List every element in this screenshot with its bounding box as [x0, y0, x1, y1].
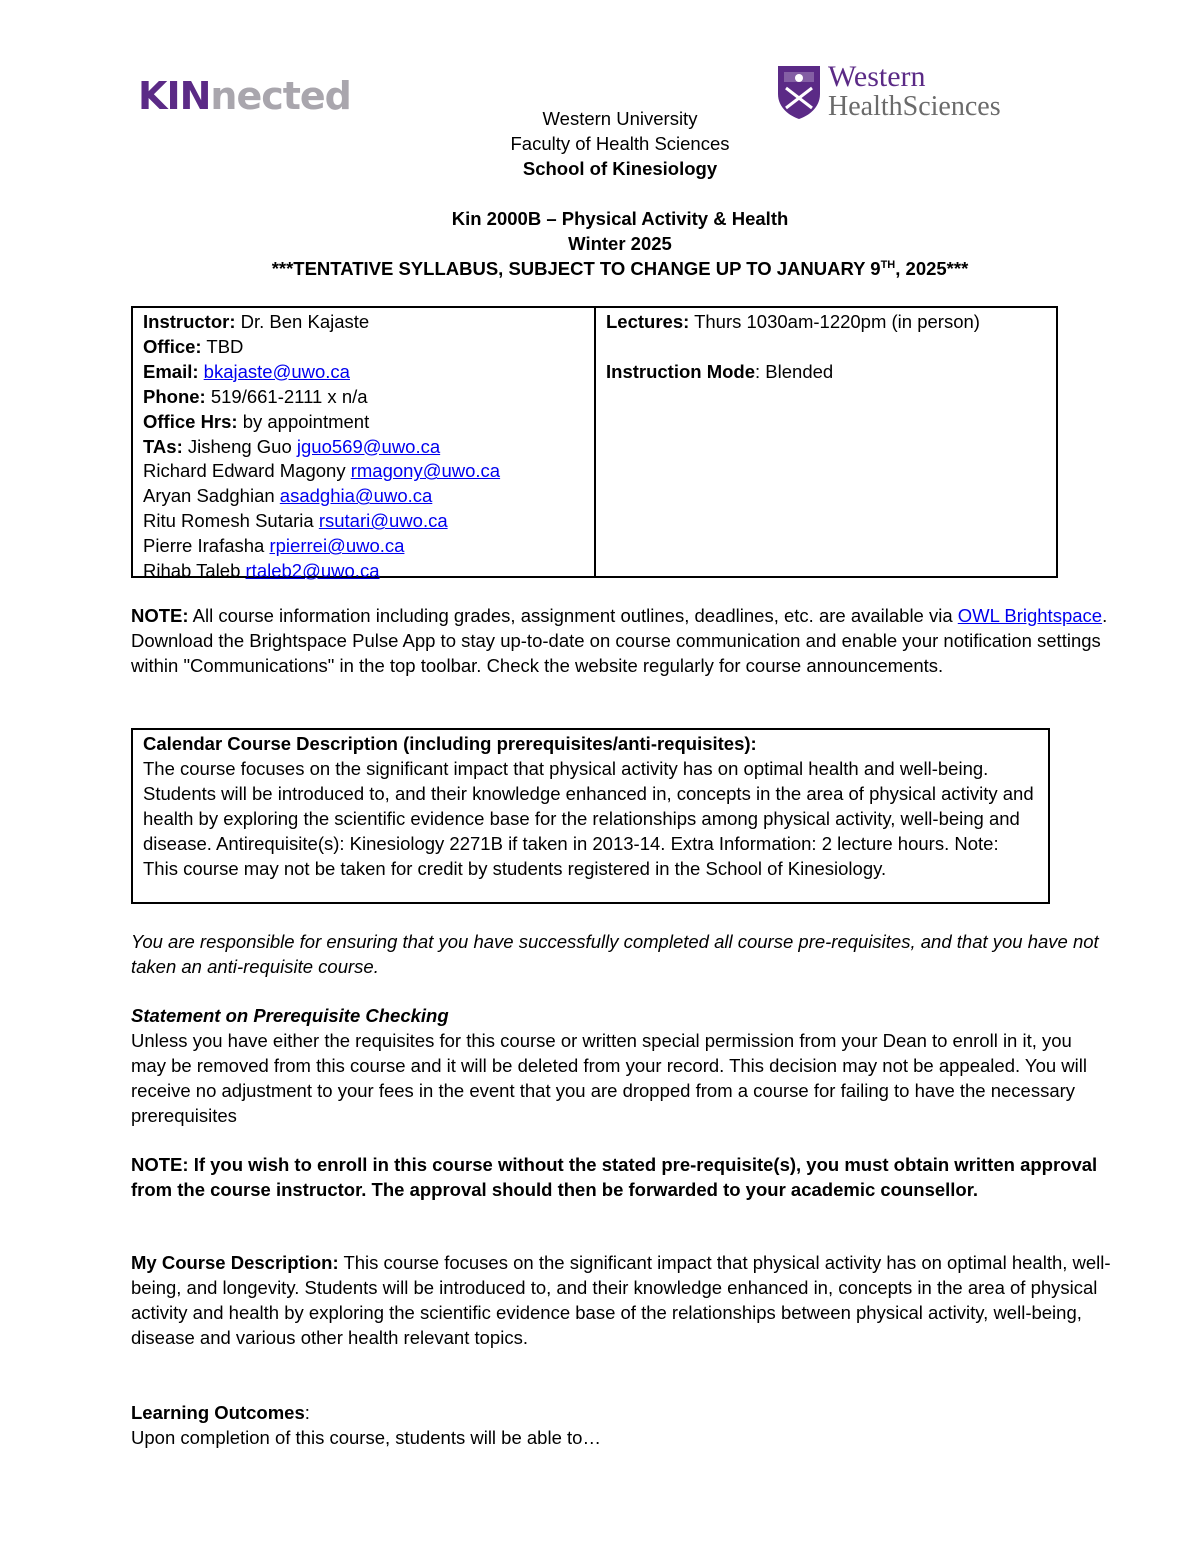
instruction-mode-label: Instruction Mode: [606, 360, 756, 382]
ta-email-link[interactable]: rmagony@uwo.ca: [350, 460, 501, 482]
lectures-value: Thurs 1030am-1220pm (in person): [689, 311, 980, 332]
phone-label: Phone:: [143, 385, 206, 407]
instruction-mode-value: : Blended: [755, 360, 834, 382]
office-hours-row: [143, 410, 584, 435]
ta-email-link[interactable]: asadghia@uwo.ca: [279, 485, 433, 507]
ta-name: Ritu Romesh Sutaria: [143, 510, 319, 532]
ta-email-link[interactable]: rtaleb2@uwo.ca: [245, 560, 380, 582]
office-hours-value: by appointment: [237, 410, 370, 432]
email-label: Email:: [143, 360, 199, 382]
lectures-label: Lectures:: [606, 311, 690, 332]
ta-email-link[interactable]: rsutari@uwo.ca: [318, 510, 448, 532]
owl-note-label: NOTE:: [131, 605, 189, 626]
prerequisite-statement-title: Statement on Prerequisite Checking: [131, 1005, 449, 1026]
instructor-value: Dr. Ben Kajaste: [235, 311, 370, 332]
instructor-label: Instructor:: [143, 311, 236, 332]
my-course-description-body: This course focuses on the significant impact that physical activity has on optimal health, well-being, and longevity. Students will be introduced to, and their knowledge enhanced in, concepts in the area of physical activity and health by exploring the scientific evidence base of the relationships between physical activity, well-being, disease and various other health relevant topics.: [131, 1252, 1111, 1348]
instructor-email-link[interactable]: bkajaste@uwo.ca: [203, 360, 350, 382]
blank-row: [606, 335, 1046, 360]
my-course-description: [131, 1251, 1111, 1351]
tentative-notice-suffix: , 2025***: [895, 258, 969, 279]
learning-outcomes-heading: [131, 1401, 1111, 1426]
university-name: Western University: [542, 108, 698, 129]
ta-row: [143, 534, 584, 559]
tentative-notice-sup: TH: [880, 258, 896, 271]
instructor-row: [143, 310, 584, 335]
tentative-notice: [0, 258, 1200, 280]
ta-row: [143, 559, 584, 584]
ta-name: Richard Edward Magony: [143, 460, 351, 482]
owl-note-text-2: . Download the Brightspace Pulse App to stay up-to-date on course communication and enable your notification settings within "Communications" in the top toolbar. Check the website regularly for course announcements.: [131, 605, 1108, 676]
instructor-cell: [133, 308, 596, 582]
kinnected-logo-nected: nected: [210, 74, 351, 118]
office-hours-label: Office Hrs:: [143, 410, 238, 432]
tas-label: TAs:: [143, 435, 183, 457]
owl-note: [131, 604, 1111, 679]
course-title: Kin 2000B – Physical Activity & Health: [451, 208, 789, 229]
tentative-notice-prefix: ***TENTATIVE SYLLABUS, SUBJECT TO CHANGE UP TO JANUARY 9: [271, 258, 881, 279]
phone-value: 519/661-2111 x n/a: [205, 385, 368, 407]
ta-row: [143, 509, 584, 534]
calendar-description-box: [131, 728, 1050, 904]
office-row: [143, 335, 584, 360]
learning-outcomes-body: Upon completion of this course, students will be able to…: [131, 1427, 601, 1448]
owl-note-text-1: All course information including grades, assignment outlines, deadlines, etc. are available via: [188, 605, 953, 626]
prerequisite-note: NOTE: If you wish to enroll in this course without the stated pre-requisite(s), you must obtain written approval from the course instructor. The approval should then be forwarded to your academic counsellor.: [131, 1154, 1098, 1200]
western-logo-line1: Western: [828, 60, 926, 93]
ta-name: Rihab Taleb: [143, 560, 246, 582]
western-logo-line2: HealthSciences: [828, 91, 1001, 122]
responsibility-note: You are responsible for ensuring that you have successfully completed all course pre-requisites, and that you have not taken an anti-requisite course.: [131, 931, 1099, 977]
course-info-table: [131, 306, 1058, 582]
ta-email-link[interactable]: rpierrei@uwo.ca: [269, 535, 405, 557]
learning-outcomes-colon: :: [304, 1402, 310, 1423]
office-value: TBD: [201, 335, 244, 357]
calendar-description-body: The course focuses on the significant impact that physical activity has on optimal health and well-being. Students will be introduced to, and their knowledge enhanced in, concepts in the area of physical activity and health by exploring the scientific evidence base for the relationships among physical activity, well-being and disease. Antirequisite(s): Kinesiology 2271B if taken in 2013-14. Extra Information: 2 lecture hours. Note: This course may not be taken for credit by students registered in the School of Kinesiology.: [143, 757, 1034, 879]
owl-brightspace-link[interactable]: OWL Brightspace: [957, 605, 1103, 626]
my-course-description-label: My Course Description:: [131, 1252, 339, 1273]
ta-row: [143, 484, 584, 509]
phone-row: [143, 385, 584, 410]
faculty-name: Faculty of Health Sciences: [510, 133, 730, 154]
course-term: Winter 2025: [568, 233, 672, 254]
lectures-cell: [596, 308, 1056, 576]
instruction-mode-row: [606, 360, 1046, 385]
ta-name: Pierre Irafasha: [143, 535, 270, 557]
school-name: School of Kinesiology: [522, 158, 718, 179]
ta-name: Jisheng Guo: [182, 435, 297, 457]
ta-row: [143, 459, 584, 484]
email-row: [143, 360, 584, 385]
calendar-description-title: Calendar Course Description (including prerequisites/anti-requisites):: [143, 733, 757, 754]
learning-outcomes-title: Learning Outcomes: [131, 1402, 305, 1423]
kinnected-logo-kin: KIN: [138, 74, 211, 118]
prerequisite-statement-body: Unless you have either the requisites for this course or written special permission from your Dean to enroll in it, you may be removed from this course and it will be deleted from your record. This decision may not be appealed. You will receive no adjustment to your fees in the event that you are dropped from a course for failing to have the necessary prerequisites: [131, 1030, 1087, 1126]
ta-name: Aryan Sadghian: [143, 485, 280, 507]
office-label: Office:: [143, 335, 202, 357]
ta-row: [143, 435, 584, 460]
lectures-row: [606, 310, 1046, 335]
ta-email-link[interactable]: jguo569@uwo.ca: [296, 435, 441, 457]
